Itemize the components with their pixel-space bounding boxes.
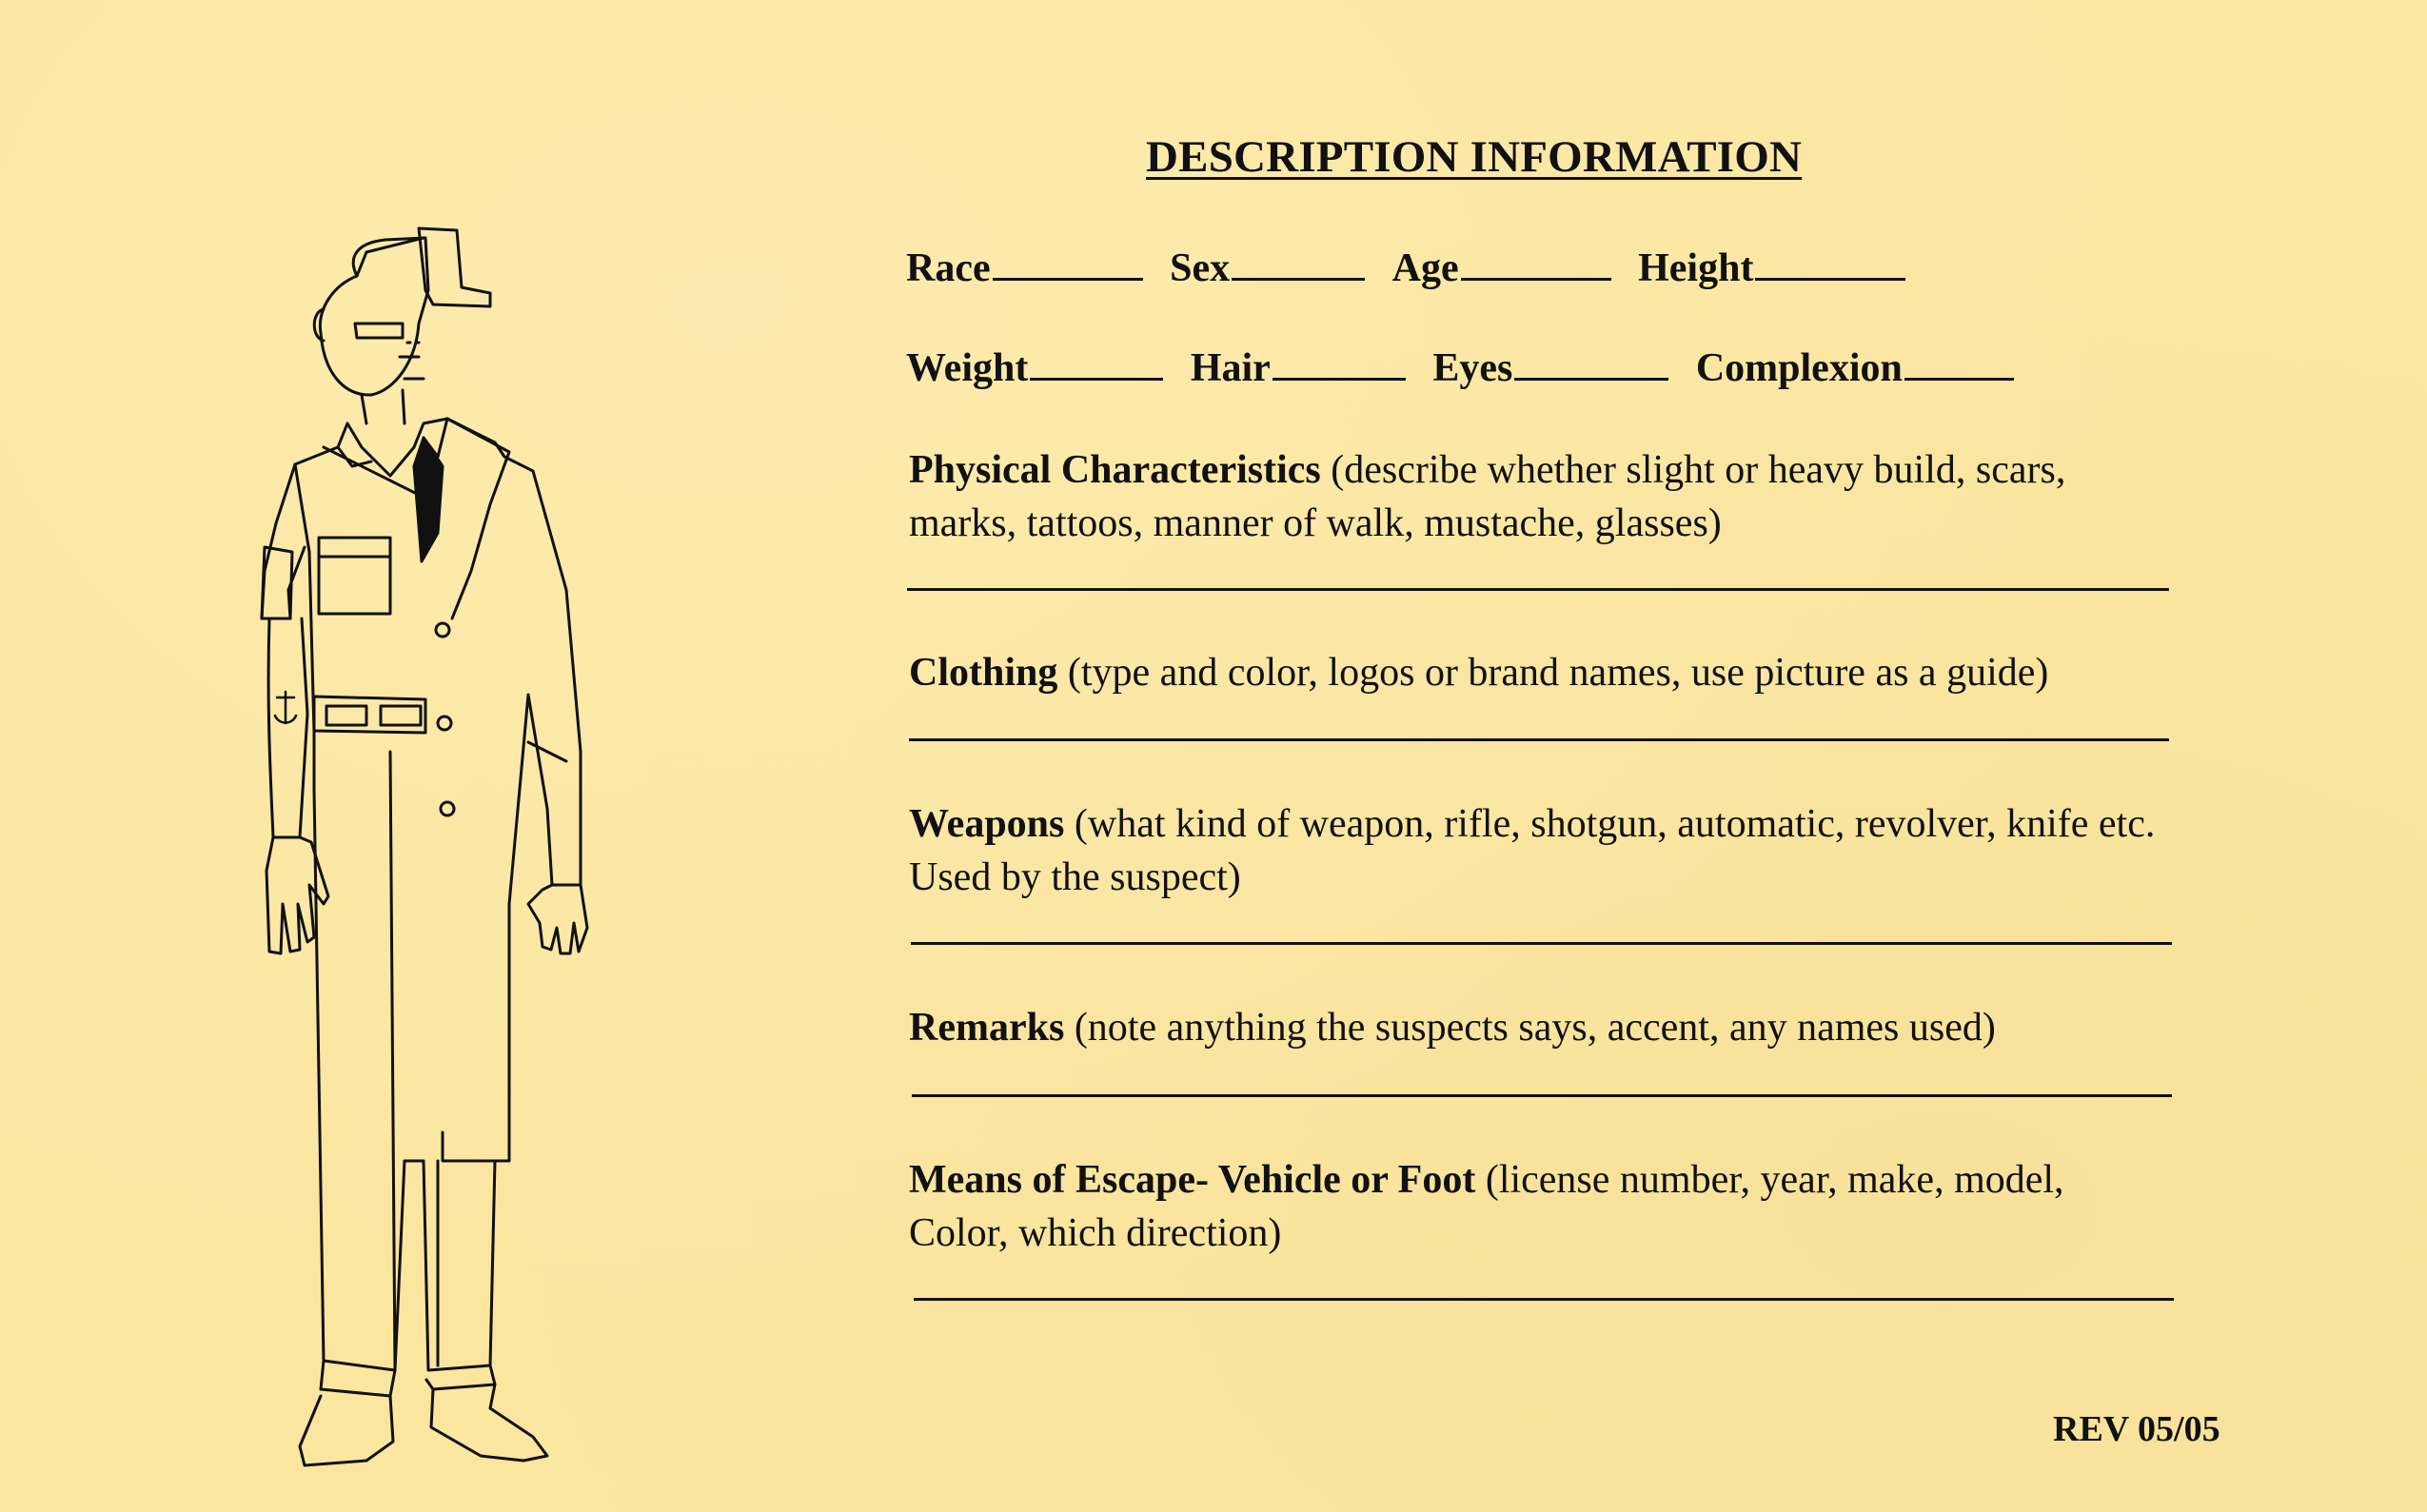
figure-button-2 xyxy=(438,717,451,730)
height-label: Height xyxy=(1638,246,1754,290)
complexion-blank[interactable] xyxy=(1904,347,2014,381)
figure-right-hand xyxy=(528,885,587,953)
clothing-desc: (type and color, logos or brand names, use picture as a guide) xyxy=(1067,651,2049,695)
age-field[interactable] xyxy=(1392,245,1611,291)
weapons-desc-2: Used by the suspect) xyxy=(909,855,1241,899)
eyes-field[interactable] xyxy=(1432,345,1668,391)
physical-desc-1: (describe whether slight or heavy build, scars, xyxy=(1331,448,2066,492)
suspect-figure-illustration xyxy=(205,219,681,1475)
clothing-answer-line[interactable] xyxy=(909,738,2169,741)
remarks-answer-line[interactable] xyxy=(912,1094,2172,1097)
age-blank[interactable] xyxy=(1461,247,1611,281)
clothing-section xyxy=(909,646,2289,699)
figure-head xyxy=(320,238,428,395)
figure-belt xyxy=(314,697,425,733)
sex-label: Sex xyxy=(1170,246,1231,290)
complexion-field[interactable] xyxy=(1696,345,2014,391)
hair-blank[interactable] xyxy=(1273,347,1406,381)
weapons-label: Weapons xyxy=(909,802,1065,846)
figure-coat xyxy=(443,419,581,1161)
remarks-label: Remarks xyxy=(909,1006,1065,1050)
weight-label: Weight xyxy=(906,346,1029,390)
race-blank[interactable] xyxy=(993,247,1143,281)
weight-field[interactable] xyxy=(906,345,1163,391)
escape-desc-1: (license number, year, make, model, xyxy=(1485,1158,2064,1202)
form-title: DESCRIPTION INFORMATION xyxy=(1146,132,1803,182)
figure-pants xyxy=(324,1161,495,1389)
figure-left-sleeve xyxy=(262,447,338,619)
escape-section xyxy=(909,1153,2289,1260)
weight-blank[interactable] xyxy=(1030,347,1163,381)
figure-left-hand xyxy=(266,837,328,953)
clothing-label: Clothing xyxy=(909,651,1058,695)
figure-left-arm xyxy=(268,619,307,837)
sex-blank[interactable] xyxy=(1232,247,1365,281)
height-blank[interactable] xyxy=(1755,247,1905,281)
figure-right-shoe xyxy=(431,1384,547,1461)
age-label: Age xyxy=(1391,246,1459,290)
revision-code: REV 05/05 xyxy=(2053,1409,2220,1449)
physical-characteristics-section xyxy=(909,443,2289,550)
figure-button-3 xyxy=(441,802,454,815)
physical-desc-2: marks, tattoos, manner of walk, mustache, glasses) xyxy=(909,501,1722,545)
hair-label: Hair xyxy=(1190,346,1271,390)
remarks-desc: (note anything the suspects says, accent, any names used) xyxy=(1074,1006,1996,1050)
figure-button-1 xyxy=(436,623,449,637)
physical-answer-line[interactable] xyxy=(907,588,2169,591)
eyes-blank[interactable] xyxy=(1514,347,1668,381)
escape-desc-2: Color, which direction) xyxy=(909,1211,1282,1255)
physical-label: Physical Characteristics xyxy=(909,448,1321,492)
height-field[interactable] xyxy=(1638,245,1905,291)
race-field[interactable] xyxy=(906,245,1143,291)
escape-label: Means of Escape- Vehicle or Foot xyxy=(909,1158,1476,1202)
sex-field[interactable] xyxy=(1170,245,1365,291)
weapons-desc-1: (what kind of weapon, rifle, shotgun, automatic, revolver, knife etc. xyxy=(1074,802,2156,846)
complexion-label: Complexion xyxy=(1695,346,1903,390)
remarks-section xyxy=(909,1001,2289,1054)
weapons-answer-line[interactable] xyxy=(911,942,2172,945)
hair-field[interactable] xyxy=(1191,345,1406,391)
eyes-label: Eyes xyxy=(1432,346,1513,390)
figure-left-shoe xyxy=(300,1396,393,1465)
basic-fields-row-1 xyxy=(906,245,1923,291)
figure-tattoo-anchor xyxy=(275,692,296,723)
figure-cap xyxy=(419,228,490,306)
weapons-section xyxy=(909,797,2394,904)
escape-answer-line[interactable] xyxy=(914,1298,2174,1301)
figure-pocket xyxy=(319,538,390,614)
basic-fields-row-2 xyxy=(906,345,2031,391)
race-label: Race xyxy=(906,246,991,290)
